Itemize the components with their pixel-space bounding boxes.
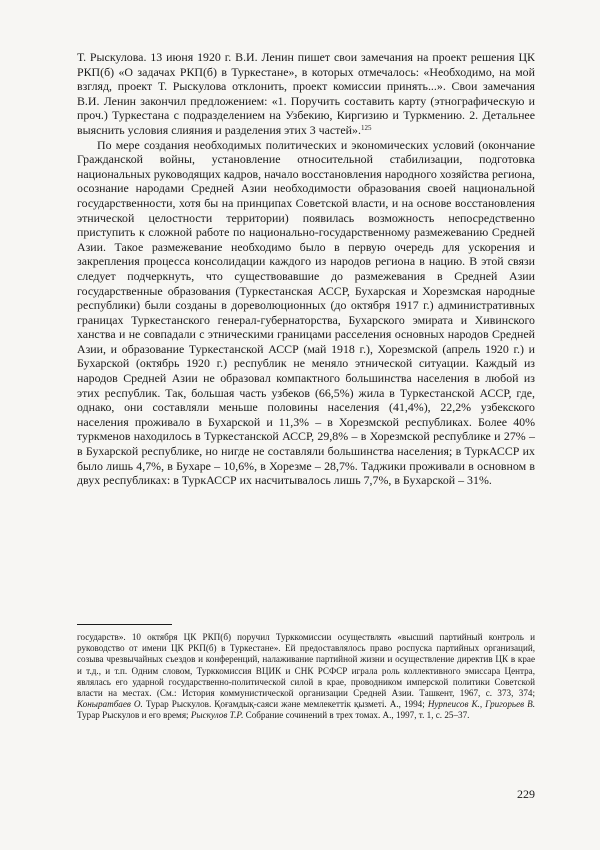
footnote bbox=[77, 632, 535, 722]
main-text bbox=[77, 50, 535, 488]
footnote-reference: 125 bbox=[360, 123, 372, 132]
footnote-author: Коныратбаев О. bbox=[77, 699, 143, 710]
footnote-author: Нурпеисов К., Григорьев В. bbox=[427, 699, 536, 710]
footnote-divider bbox=[77, 624, 172, 625]
paragraph-2: По мере создания необходимых политических и экономических условий (окончание Гражданской войны, установление относительной стабилизации, подготовка национальных руководящих кадров, начало восстановления народного хозяйства региона, осознание народами Средней Азии необходимости образования своей национальной государственности, хотя бы на принципах Советской власти, и на основе восстановления этнической целостности территории) появилась возможность непосредственно приступить к сложной работе по национально-государственному размежеванию Средней Азии. Такое размежевание необходимо было в первую очередь для ускорения и закрепления процесса консолидации каждого из народов региона в нацию. В этой связи следует подчеркнуть, что существовавшие до размежевания в Средней Азии государственные образования (Туркестанская АССР, Бухарская и Хорезмская народные республики) были созданы в дореволюционных (до октября 1917 г.) административных границах Туркестанского генерал-губернаторства, Бухарского эмирата и Хивинского ханства и не совпадали с этническими границами расселения основных народов Средней Азии, и образование Туркестанской АССР (май 1918 г.), Хорезмской (апрель 1920 г.) и Бухарской (октябрь 1920 г.) республик не меняло этнической ситуации. Каждый из народов Средней Азии не образовал компактного большинства населения в любой из этих республик. Так, большая часть узбеков (66,5%) жила в Туркестанской АССР, где, однако, они составляли меньше половины населения (41,4%), 22,2% узбекского населения проживало в Бухарской и 11,3% – в Хорезмской республиках. Более 40% туркменов находилось в Туркестанской АССР, 29,8% – в Хорезмской республике и 27% – в Бухарской республике, но нигде не составляли большинства населения; в ТуркАССР их было лишь 4,7%, в Бухаре – 10,6%, в Хорезме – 28,7%. Таджики проживали в основном в двух республиках: в ТуркАССР их насчитывалось лишь 7,7%, в Бухарской – 31%. bbox=[77, 137, 535, 488]
footnote-text: государств». 10 октября ЦК РКП(б) поручил Турккомиссии осуществлять «высший партийный контроль и руководство от имени ЦК РКП(б) в Туркестане». Ей предоставлялось право роспуска партийных организаций, созыва чрезвычайных съездов и конференций, налаживание партийной жизни и осуществление директив ЦК в крае и т.д., и т.п. Одним словом, Турккомиссия ВЦИК и СНК РСФСР играла роль коллективного эмиссара Центра, являлась его ударной государственно-политической силой в крае, проводником имперской политики Советской власти на местах. (См.: История коммунистической организации Средней Азии. Ташкент, 1967, с. 373, 374; Коныратбаев О. Турар Рыскулов. Қоғамдық-саяси және мемлекеттік қызметі. А., 1994; Нурпеисов К., Григорьев В. Турар Рыскулов и его время; Рыскулов Т.Р. Собрание сочинений в трех томах. А., 1997, т. 1, с. 25–37. bbox=[77, 632, 536, 721]
paragraph-1: Т. Рыскулова. 13 июня 1920 г. В.И. Ленин пишет свои замечания на проект решения ЦК РКП(б) «О задачах РКП(б) в Туркестане», в которых отмечалось: «Необходимо, на мой взгляд, проект Т. Рыскулова отклонить, проект комиссии принять...». Свои замечания В.И. Ленин закончил предложением: «1. Поручить составить карту (этнографическую и проч.) Туркестана с подразделением на Узбекию, Киргизию и Туркмению. 2. Детальнее выяснить условия слияния и разделения этих 3 частей».$^{125}$ bbox=[77, 50, 535, 137]
page-number: 229 bbox=[517, 787, 535, 801]
footnote-author: Рыскулов Т.Р. bbox=[190, 710, 244, 721]
